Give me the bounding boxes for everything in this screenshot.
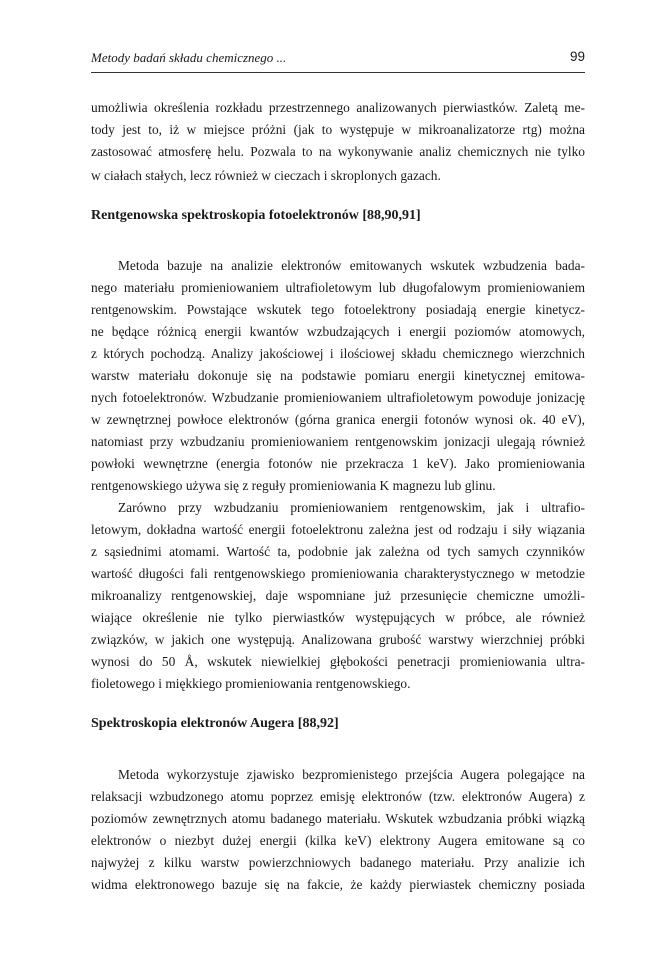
text-line: natomiast przy wzbudzaniu promieniowaniem rentgenowskim jonizacji ulegają również (91, 434, 585, 449)
text-line: rentgenowskiego używa się z reguły promieniowania K magnezu lub glinu. (91, 478, 496, 493)
section-heading-xps: Rentgenowska spektroskopia fotoelektronów [88,90,91] (91, 208, 421, 223)
section-heading-aes: Spektroskopia elektronów Augera [88,92] (91, 716, 339, 731)
text-line: tody jest to, iż w miejsce próżni (jak to występuje w mikroanalizatorze rtg) można (91, 122, 585, 137)
text-line: fioletowego i miękkiego promieniowania rentgenowskiego. (91, 676, 411, 691)
paragraph-xps-1 (91, 255, 585, 497)
text-line: poziomów zewnętrznych atomu badanego materiału. Wskutek wzbudzania próbki wiązką (91, 811, 585, 826)
paragraph-xps-2 (91, 497, 585, 695)
text-line: mikroanalizy rentgenowskiej, daje wspomniane już przesunięcie chemiczne umożli- (91, 588, 585, 603)
running-title: Metody badań składu chemicznego ... (91, 50, 287, 65)
page-number: 99 (569, 49, 585, 64)
text-line: z sąsiednimi atomami. Wartość ta, podobnie jak zależna od tych samych czynników (91, 544, 585, 559)
text-line: związków, w jakich one występują. Analizowana grubość warstwy wierzchniej próbki (91, 632, 585, 647)
text-line: powłoki wewnętrzne (energia fotonów nie przekracza 1 keV). Jako promieniowania (91, 456, 585, 471)
text-line: wartość długości fali rentgenowskiego promieniowania charakterystycznego w metodzie (91, 566, 585, 581)
text-line: rentgenowskim. Powstające wskutek tego fotoelektrony posiadają energie kinetycz- (91, 302, 585, 317)
text-line: najwyżej z kilku warstw powierzchniowych badanego materiału. Przy analizie ich (91, 855, 585, 870)
text-line: ne będące różnicą energii kwantów wzbudzających i energii poziomów atomowych, (91, 324, 585, 339)
text-line: relaksacji wzbudzonego atomu poprzez emisję elektronów (tzw. elektronów Augera) z (91, 789, 585, 804)
text-line: umożliwia określenia rozkładu przestrzennego analizowanych pierwiastków. Zaletą me- (91, 100, 585, 115)
text-line: z których pochodzą. Analizy jakościowej i ilościowej składu chemicznego wierzchnich (91, 346, 585, 361)
text-line: zastosować atmosferę helu. Pozwala to na wykonywanie analiz chemicznych nie tylko (91, 144, 585, 159)
text-line: Zarówno przy wzbudzaniu promieniowaniem rentgenowskim, jak i ultrafio- (118, 500, 585, 515)
text-line: widma elektronowego bazuje się na fakcie, że każdy pierwiastek chemiczny posiada (91, 877, 585, 892)
text-line: nych fotoelektronów. Wzbudzanie promieniowaniem ultrafioletowym powoduje jonizację (91, 390, 585, 405)
text-line: Metoda wykorzystuje zjawisko bezpromienistego przejścia Augera polegające na (118, 767, 585, 782)
text-line: w zewnętrznej powłoce elektronów (górna granica energii fotonów wynosi ok. 40 eV), (91, 412, 585, 427)
text-line: w ciałach stałych, lecz również w cieczach i skroplonych gazach. (91, 168, 441, 183)
text-line: Metoda bazuje na analizie elektronów emitowanych wskutek wzbudzenia bada- (118, 258, 585, 273)
text-line: nego materiału promieniowaniem ultrafioletowym lub długofalowym promieniowaniem (91, 280, 585, 295)
paragraph-aes (91, 764, 585, 896)
text-line: elektronów o niezbyt dużej energii (kilka keV) elektrony Augera emitowane są co (91, 833, 585, 848)
header-rule (91, 72, 585, 73)
paragraph-intro (91, 97, 585, 187)
text-line: wynosi do 50 Å, wskutek niewielkiej głębokości penetracji promieniowania ultra- (91, 654, 585, 669)
running-header (91, 48, 585, 70)
text-line: letowym, dokładna wartość energii fotoelektronu zależna jest od rodzaju i siły wiązania (91, 522, 585, 537)
text-line: wiające określenie nie tylko pierwiastków występujących w próbce, ale również (91, 610, 585, 625)
text-line: warstw materiału dokonuje się na podstawie pomiaru energii kinetycznej emitowa- (91, 368, 585, 383)
